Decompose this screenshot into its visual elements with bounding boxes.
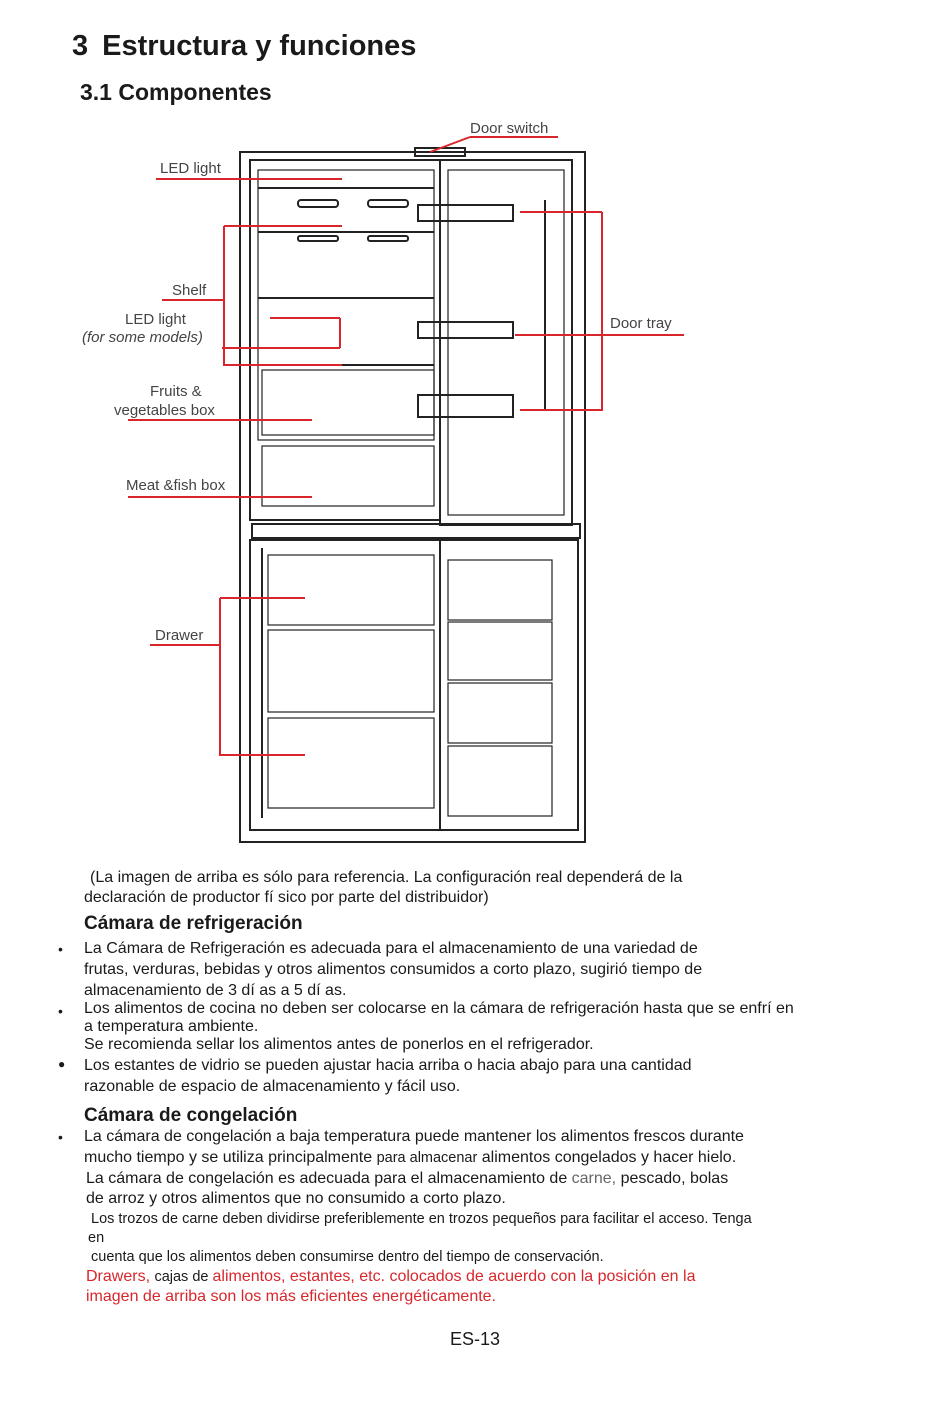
heading-number: 3 bbox=[72, 30, 89, 62]
page-number: ES-13 bbox=[449, 1329, 501, 1349]
text-line: cuenta que los alimentos deben consumirse dentro del tiempo de conservación. bbox=[91, 1249, 604, 1265]
label-door-switch: Door switch bbox=[470, 120, 549, 137]
label-led-light-mid: LED light bbox=[125, 311, 186, 328]
text-line bbox=[84, 1147, 934, 1169]
text-line: frutas, verduras, bebidas y otros alimentos consumidos a corto plazo, sugirió tiempo de bbox=[84, 961, 703, 978]
freezer-bullet-1 bbox=[84, 1126, 934, 1169]
freezer-para-2 bbox=[86, 1169, 936, 1209]
caption-line-2: declaración de productor fí sico por parte del distribuidor) bbox=[84, 889, 489, 906]
text-span: La cámara de congelación es adecuada para el almacenamiento de bbox=[86, 1170, 572, 1187]
text-line: La cámara de congelación a baja temperatura puede mantener los alimentos frescos durante bbox=[84, 1128, 744, 1145]
text-line: Los estantes de vidrio se pueden ajustar hacia arriba o hacia abajo para una cantidad bbox=[84, 1057, 692, 1074]
label-led-light-top: LED light bbox=[160, 160, 221, 177]
fridge-bullet-2 bbox=[84, 1000, 934, 1054]
page-heading bbox=[72, 30, 416, 63]
text-line: razonable de espacio de almacenamiento y fácil uso. bbox=[84, 1078, 461, 1095]
callout-labels bbox=[82, 120, 672, 644]
caption-line-1: (La imagen de arriba es sólo para referencia. La configuración real dependerá de la bbox=[90, 869, 683, 886]
label-led-light-note: (for some models) bbox=[82, 329, 203, 346]
text-line bbox=[86, 1267, 936, 1287]
fridge-section-title: Cámara de refrigeración bbox=[84, 913, 303, 934]
fridge-bullet-1 bbox=[84, 938, 934, 1001]
label-drawer: Drawer bbox=[155, 627, 204, 644]
bullet-symbol: • bbox=[58, 1129, 63, 1145]
text-span: cajas de bbox=[154, 1269, 213, 1285]
bullet-symbol: ● bbox=[58, 1057, 66, 1071]
text-line: a temperatura ambiente. bbox=[84, 1018, 259, 1035]
label-fruits-1: Fruits & bbox=[150, 383, 202, 400]
text-line: imagen de arriba son los más eficientes energéticamente. bbox=[86, 1288, 496, 1305]
text-span: alimentos, estantes, etc. colocados de acuerdo con la posición en la bbox=[212, 1268, 696, 1285]
freezer-para-3 bbox=[88, 1210, 888, 1267]
fridge-diagram bbox=[0, 100, 950, 860]
text-span: Drawers, bbox=[86, 1268, 155, 1285]
text-span: carne, bbox=[571, 1170, 617, 1187]
text-line: Los alimentos de cocina no deben ser colocarse en la cámara de refrigeración hasta que se enfrí en bbox=[84, 1000, 794, 1017]
subheading: 3.1 Componentes bbox=[80, 79, 272, 105]
text-span: para almacenar bbox=[376, 1150, 478, 1166]
label-door-tray: Door tray bbox=[610, 315, 672, 332]
bullet-symbol: • bbox=[58, 1003, 63, 1019]
text-line: almacenamiento de 3 dí as a 5 dí as. bbox=[84, 982, 347, 999]
text-span: mucho tiempo y se utiliza principalmente bbox=[84, 1149, 377, 1166]
freezer-para-4 bbox=[86, 1267, 936, 1306]
heading-title: Estructura y funciones bbox=[102, 30, 417, 62]
bullet-symbol: • bbox=[58, 941, 63, 957]
text-line: La Cámara de Refrigeración es adecuada para el almacenamiento de una variedad de bbox=[84, 940, 698, 957]
freezer-section-title: Cámara de congelación bbox=[84, 1105, 298, 1126]
fridge-bullet-3 bbox=[84, 1055, 934, 1097]
text-span: alimentos congelados y hacer hielo. bbox=[477, 1149, 737, 1166]
text-span: pescado, bolas bbox=[616, 1170, 729, 1187]
text-line bbox=[86, 1169, 936, 1189]
label-shelf: Shelf bbox=[172, 282, 207, 299]
label-meat-fish: Meat &fish box bbox=[126, 477, 226, 494]
text-line: Los trozos de carne deben dividirse preferiblemente en trozos pequeños para facilitar el acceso. Tenga bbox=[91, 1211, 752, 1227]
label-fruits-2: vegetables box bbox=[114, 402, 215, 419]
text-line: de arroz y otros alimentos que no consumido a corto plazo. bbox=[86, 1190, 506, 1207]
text-line: en bbox=[88, 1230, 105, 1246]
fridge-outline bbox=[240, 148, 585, 842]
image-caption bbox=[84, 868, 884, 908]
text-line: Se recomienda sellar los alimentos antes de ponerlos en el refrigerador. bbox=[84, 1036, 594, 1053]
